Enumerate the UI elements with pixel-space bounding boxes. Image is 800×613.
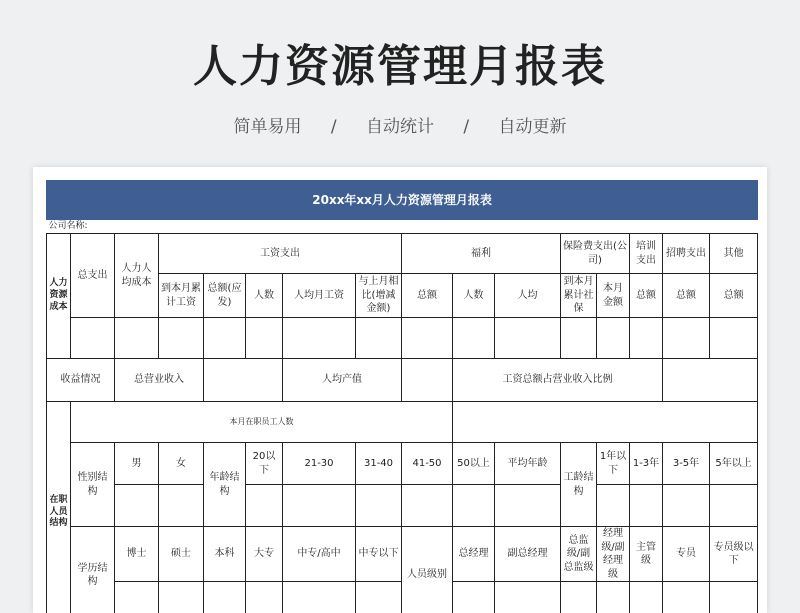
cell[interactable] <box>597 485 630 527</box>
cell[interactable] <box>663 485 710 527</box>
staff-level: 主管级 <box>630 527 663 582</box>
cell[interactable] <box>283 485 356 527</box>
education-structure-label: 学历结构 <box>71 527 115 613</box>
cell[interactable] <box>453 582 495 613</box>
income-revenue: 总营业收入 <box>115 359 204 402</box>
cell[interactable] <box>495 485 561 527</box>
cell[interactable] <box>283 318 356 359</box>
company-name-label: 公司名称: <box>47 220 758 234</box>
income-per-capita: 人均产值 <box>283 359 402 402</box>
cell[interactable] <box>283 582 356 613</box>
cell[interactable] <box>495 318 561 359</box>
cell[interactable] <box>710 582 758 613</box>
cell[interactable] <box>663 359 758 402</box>
cell[interactable] <box>204 359 283 402</box>
cell[interactable] <box>402 485 453 527</box>
col-welfare-avg: 人均 <box>495 274 561 318</box>
cell[interactable] <box>710 485 758 527</box>
sheet-preview-card <box>33 167 767 613</box>
cell[interactable] <box>495 582 561 613</box>
staff-level: 经理级/副经理级 <box>597 527 630 582</box>
age-structure-label: 年龄结构 <box>204 443 246 527</box>
gender-structure-label: 性别结构 <box>71 443 115 527</box>
cell[interactable] <box>204 318 246 359</box>
edu-level: 中专以下 <box>356 527 402 582</box>
avg-age-label: 平均年龄 <box>495 443 561 485</box>
cell[interactable] <box>115 582 159 613</box>
cell[interactable] <box>561 582 597 613</box>
page-subtitle <box>0 112 800 137</box>
age-band: 21-30 <box>283 443 356 485</box>
cell[interactable] <box>402 359 453 402</box>
col-wage-avg: 人均月工资 <box>283 274 356 318</box>
col-wage-diff: 与上月相比(增减金额) <box>356 274 402 318</box>
staff-level: 总监级/副总监级 <box>561 527 597 582</box>
cell[interactable] <box>115 318 159 359</box>
cell[interactable] <box>597 318 630 359</box>
cell[interactable] <box>204 582 246 613</box>
age-band: 50以上 <box>453 443 495 485</box>
tag-auto-stat: 自动统计 <box>366 117 434 137</box>
col-total-expense: 总支出 <box>71 234 115 318</box>
col-other-total: 总额 <box>710 274 758 318</box>
tenure-band: 3-5年 <box>663 443 710 485</box>
staff-level: 专员 <box>663 527 710 582</box>
cell[interactable] <box>663 318 710 359</box>
cell[interactable] <box>246 318 283 359</box>
cell[interactable] <box>402 318 453 359</box>
tenure-structure-label: 工龄结构 <box>561 443 597 527</box>
income-wage-ratio: 工资总额占营业收入比例 <box>453 359 663 402</box>
staff-level-label: 人员级别 <box>402 527 453 613</box>
col-avg-cost: 人力人均成本 <box>115 234 159 318</box>
cell[interactable] <box>246 485 283 527</box>
tenure-band: 5年以上 <box>710 443 758 485</box>
cell[interactable] <box>561 318 597 359</box>
edu-level: 中专/高中 <box>283 527 356 582</box>
age-band: 20以下 <box>246 443 283 485</box>
cell[interactable] <box>710 318 758 359</box>
tag-easy: 简单易用 <box>233 117 302 137</box>
col-welfare-total: 总额 <box>402 274 453 318</box>
edu-level: 本科 <box>204 527 246 582</box>
col-insurance-ytd: 到本月累计社保 <box>561 274 597 318</box>
col-wage-total: 总额(应发) <box>204 274 246 318</box>
edu-level: 博士 <box>115 527 159 582</box>
col-welfare-headcount: 人数 <box>453 274 495 318</box>
tag-auto-update: 自动更新 <box>498 117 567 137</box>
cell[interactable] <box>663 582 710 613</box>
hr-report-table <box>46 180 758 613</box>
cell[interactable] <box>159 582 204 613</box>
col-insurance-month: 本月金额 <box>597 274 630 318</box>
col-wage-expense: 工资支出 <box>159 234 402 274</box>
cell[interactable] <box>630 582 663 613</box>
staff-level: 副总经理 <box>495 527 561 582</box>
staff-level: 总经理 <box>453 527 495 582</box>
age-band: 31-40 <box>356 443 402 485</box>
staff-level: 专员级以下 <box>710 527 758 582</box>
separator: / <box>463 117 470 137</box>
cell[interactable] <box>356 582 402 613</box>
cell[interactable] <box>71 318 115 359</box>
age-band: 41-50 <box>402 443 453 485</box>
section-staff-structure: 在职人员结构 <box>47 402 71 613</box>
cell[interactable] <box>159 485 204 527</box>
col-recruit: 招聘支出 <box>663 234 710 274</box>
cell[interactable] <box>630 485 663 527</box>
col-wage-headcount: 人数 <box>246 274 283 318</box>
edu-level: 硕士 <box>159 527 204 582</box>
col-other: 其他 <box>710 234 758 274</box>
separator: / <box>330 117 337 137</box>
col-training-total: 总额 <box>630 274 663 318</box>
cell[interactable] <box>597 582 630 613</box>
staff-headcount-label: 本月在职员工人数 <box>71 402 453 443</box>
gender-male: 男 <box>115 443 159 485</box>
col-wage-ytd: 到本月累计工资 <box>159 274 204 318</box>
cell[interactable] <box>453 485 495 527</box>
col-training: 培训支出 <box>630 234 663 274</box>
cell[interactable] <box>356 318 402 359</box>
cell[interactable] <box>356 485 402 527</box>
cell[interactable] <box>246 582 283 613</box>
page-title: 人力资源管理月报表 <box>193 41 607 92</box>
gender-female: 女 <box>159 443 204 485</box>
cell[interactable] <box>453 402 758 443</box>
edu-level: 大专 <box>246 527 283 582</box>
col-welfare: 福利 <box>402 234 561 274</box>
cell[interactable] <box>453 318 495 359</box>
sheet-title: 20xx年xx月人力资源管理月报表 <box>47 181 758 220</box>
cell[interactable] <box>115 485 159 527</box>
tenure-band: 1年以下 <box>597 443 630 485</box>
cell[interactable] <box>630 318 663 359</box>
col-recruit-total: 总额 <box>663 274 710 318</box>
col-insurance: 保险费支出(公司) <box>561 234 630 274</box>
section-hr-cost: 人力资源成本 <box>47 234 71 359</box>
income-label: 收益情况 <box>47 359 115 402</box>
cell[interactable] <box>159 318 204 359</box>
tenure-band: 1-3年 <box>630 443 663 485</box>
